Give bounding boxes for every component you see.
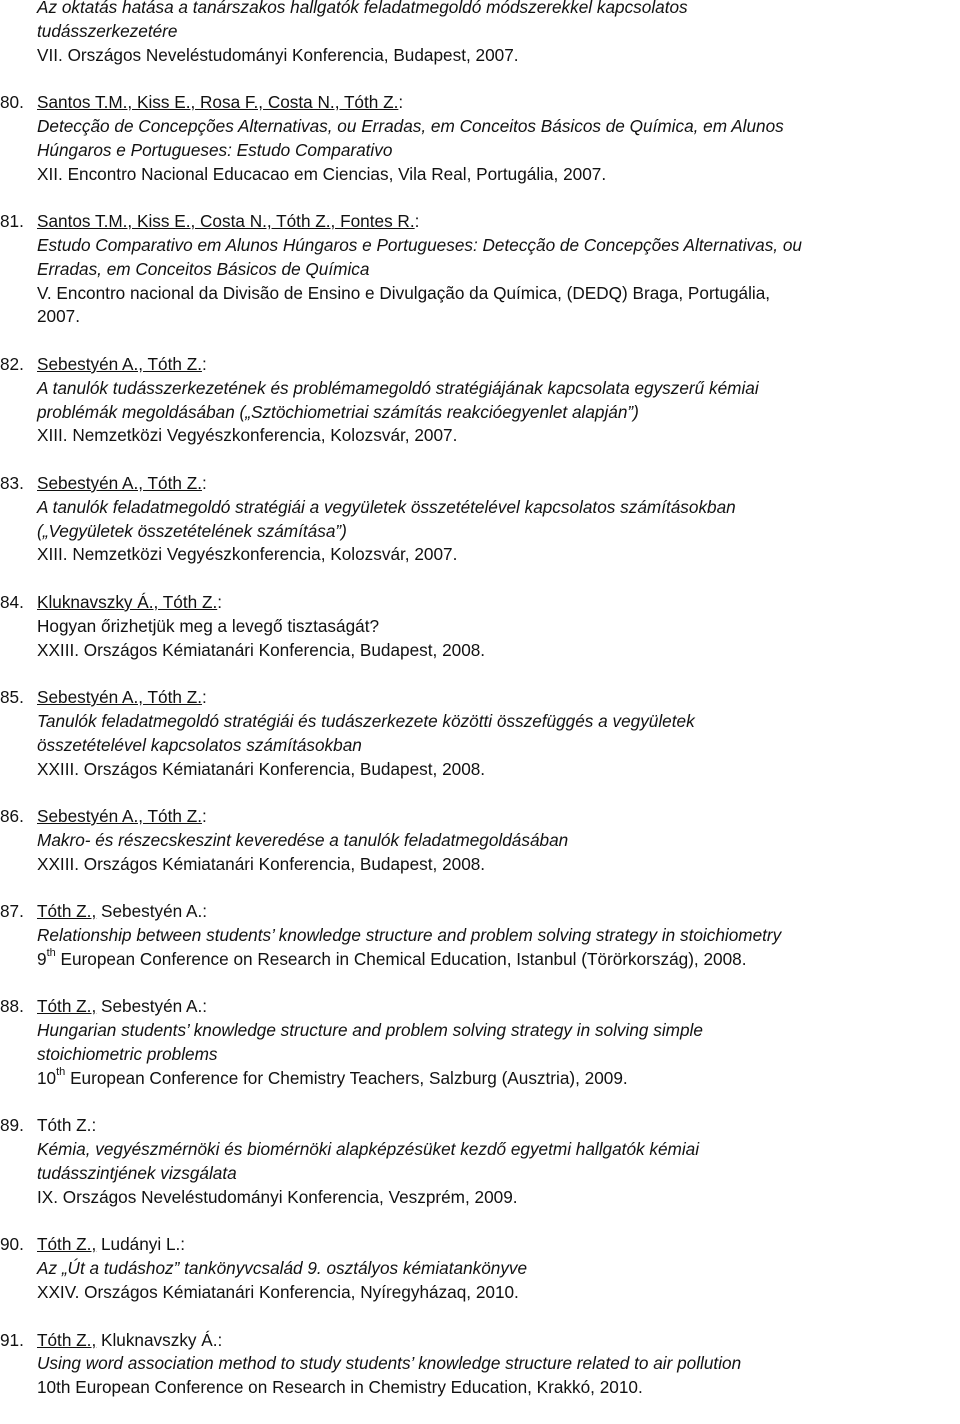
entry-number: 84.	[0, 591, 24, 612]
entry-venue: XIII. Nemzetközi Vegyészkonferencia, Kolozsvár, 2007.	[37, 544, 458, 565]
publication-entry-80	[0, 91, 960, 186]
ordinal-suffix: th	[56, 1066, 66, 1079]
entry-title-line: összetételével kapcsolatos számításokban	[37, 734, 362, 755]
entry-venue: XII. Encontro Nacional Educacao em Ciencias, Vila Real, Portugália, 2007.	[37, 163, 607, 184]
publication-entry-82	[0, 353, 960, 448]
entry-number: 90.	[0, 1234, 24, 1255]
author-link[interactable]: Tóth Z.,	[37, 1234, 97, 1255]
entry-title-line: Estudo Comparativo em Alunos Húngaros e Portugueses: Detecção de Concepções Alternativas, ou	[37, 234, 802, 255]
entry-authors: Tóth Z.:	[37, 1115, 97, 1136]
author-link[interactable]: Tóth Z.,	[37, 1329, 97, 1350]
entry-title-line: Hungarian students’ knowledge structure and problem solving strategy in solving simple	[37, 1020, 703, 1041]
entry-title-line: tudásszerkezetére	[37, 20, 178, 41]
author-link[interactable]: Tóth Z.,	[37, 901, 97, 922]
author-link[interactable]: Sebestyén A., Tóth Z.	[37, 353, 202, 374]
entry-title-line: Kémia, vegyészmérnöki és biomérnöki alapképzésüket kezdő egyetmi hallgatók kémiai	[37, 1139, 700, 1160]
publication-entry-91	[0, 1329, 960, 1400]
entry-authors: Santos T.M., Kiss E., Rosa F., Costa N., Tóth Z.:	[37, 92, 404, 113]
author-link[interactable]: Kluknavszky Á., Tóth Z.	[37, 591, 218, 612]
entry-title-line: Az oktatás hatása a tanárszakos hallgatók feladatmegoldó módszerekkel kapcsolatos	[37, 0, 688, 17]
publication-entry-85	[0, 686, 960, 781]
entry-venue: XXIII. Országos Kémiatanári Konferencia, Budapest, 2008.	[37, 639, 486, 660]
entry-venue: XIII. Nemzetközi Vegyészkonferencia, Kolozsvár, 2007.	[37, 425, 458, 446]
publication-entry-84	[0, 591, 960, 662]
publication-entry-88	[0, 995, 960, 1090]
publication-entry-86	[0, 805, 960, 876]
entry-number: 87.	[0, 901, 24, 922]
entry-title-line: stoichiometric problems	[37, 1044, 218, 1065]
author-link[interactable]: Santos T.M., Kiss E., Costa N., Tóth Z., Fontes R.	[37, 211, 415, 232]
entry-title-line: Hogyan őrizhetjük meg a levegő tisztaságát?	[37, 615, 380, 636]
entry-venue: 10th European Conference for Chemistry Teachers, Salzburg (Ausztria), 2009.	[37, 1066, 628, 1088]
author-link[interactable]: Santos T.M., Kiss E., Rosa F., Costa N., Tóth Z.	[37, 92, 399, 113]
entry-venue: XXIV. Országos Kémiatanári Konferencia, Nyíregyházaq, 2010.	[37, 1282, 519, 1303]
lead-entry-continuation	[0, 0, 960, 67]
entry-authors: Tóth Z., Ludányi L.:	[37, 1234, 186, 1255]
entry-title-line: Tanulók feladatmegoldó stratégiái és tudászerkezete közötti összefüggés a vegyületek	[37, 710, 695, 731]
entry-title-line: A tanulók tudásszerkezetének és problémamegoldó stratégiájának kapcsolata egyszerű kémiai	[37, 377, 759, 398]
author-link[interactable]: Sebestyén A., Tóth Z.	[37, 472, 202, 493]
author-link[interactable]: Tóth Z.,	[37, 996, 97, 1017]
ordinal-suffix: th	[46, 947, 56, 960]
entry-venue: 2007.	[37, 306, 81, 327]
entry-title-line: Az „Út a tudáshoz” tankönyvcsalád 9. osztályos kémiatankönyve	[37, 1258, 528, 1279]
entry-venue: 9th European Conference on Research in Chemical Education, Istanbul (Törörkország), 2008.	[37, 947, 747, 969]
entry-title-line: problémák megoldásában („Sztöchiometriai számítás reakcióegyenlet alapján”)	[37, 401, 639, 422]
entry-authors: Tóth Z., Sebestyén A.:	[37, 901, 208, 922]
publication-entry-87	[0, 900, 960, 971]
entry-authors: Sebestyén A., Tóth Z.:	[37, 687, 207, 708]
entry-title-line: Using word association method to study students’ knowledge structure related to air pollution	[37, 1353, 742, 1374]
entry-number: 86.	[0, 806, 24, 827]
author-link[interactable]: Sebestyén A., Tóth Z.	[37, 687, 202, 708]
entry-venue: XXIII. Országos Kémiatanári Konferencia, Budapest, 2008.	[37, 853, 486, 874]
publication-entry-90	[0, 1233, 960, 1304]
entry-title-line: Relationship between students’ knowledge structure and problem solving strategy in stoichiometry	[37, 925, 782, 946]
entry-venue: VII. Országos Neveléstudományi Konferencia, Budapest, 2007.	[37, 44, 519, 65]
entry-authors: Kluknavszky Á., Tóth Z.:	[37, 591, 222, 612]
entry-title-line: tudásszintjének vizsgálata	[37, 1163, 237, 1184]
entry-title-line: Makro- és részecskeszint keveredése a tanulók feladatmegoldásában	[37, 829, 569, 850]
entry-venue: IX. Országos Neveléstudományi Konferencia, Veszprém, 2009.	[37, 1186, 518, 1207]
entry-title-line: Húngaros e Portugueses: Estudo Comparativo	[37, 139, 393, 160]
entry-authors: Sebestyén A., Tóth Z.:	[37, 806, 207, 827]
entry-authors: Santos T.M., Kiss E., Costa N., Tóth Z., Fontes R.:	[37, 211, 420, 232]
entry-number: 85.	[0, 687, 24, 708]
entry-title-line: Erradas, em Conceitos Básicos de Química	[37, 258, 370, 279]
entry-authors: Tóth Z., Sebestyén A.:	[37, 996, 208, 1017]
entry-number: 80.	[0, 92, 24, 113]
entry-venue: 10th European Conference on Research in Chemistry Education, Krakkó, 2010.	[37, 1377, 643, 1398]
entry-title-line: („Vegyületek összetételének számítása”)	[37, 520, 347, 541]
entry-authors: Tóth Z., Kluknavszky Á.:	[37, 1329, 223, 1350]
entry-number: 88.	[0, 996, 24, 1017]
entry-venue: XXIII. Országos Kémiatanári Konferencia, Budapest, 2008.	[37, 758, 486, 779]
entry-title-line: Detecção de Concepções Alternativas, ou Erradas, em Conceitos Básicos de Química, em Alunos	[37, 115, 784, 136]
publication-entry-89	[0, 1114, 960, 1209]
publication-entry-83	[0, 472, 960, 567]
entry-venue: V. Encontro nacional da Divisão de Ensino e Divulgação da Química, (DEDQ) Braga, Portugália,	[37, 282, 771, 303]
entry-number: 81.	[0, 211, 24, 232]
entry-authors: Sebestyén A., Tóth Z.:	[37, 353, 207, 374]
entry-number: 83.	[0, 472, 24, 493]
entry-number: 82.	[0, 353, 24, 374]
entry-title-line: A tanulók feladatmegoldó stratégiái a vegyületek összetételével kapcsolatos számításokban	[37, 496, 736, 517]
author-link[interactable]: Sebestyén A., Tóth Z.	[37, 806, 202, 827]
entry-authors: Sebestyén A., Tóth Z.:	[37, 472, 207, 493]
entry-number: 89.	[0, 1115, 24, 1136]
publication-entry-81	[0, 210, 960, 329]
entry-number: 91.	[0, 1329, 24, 1350]
